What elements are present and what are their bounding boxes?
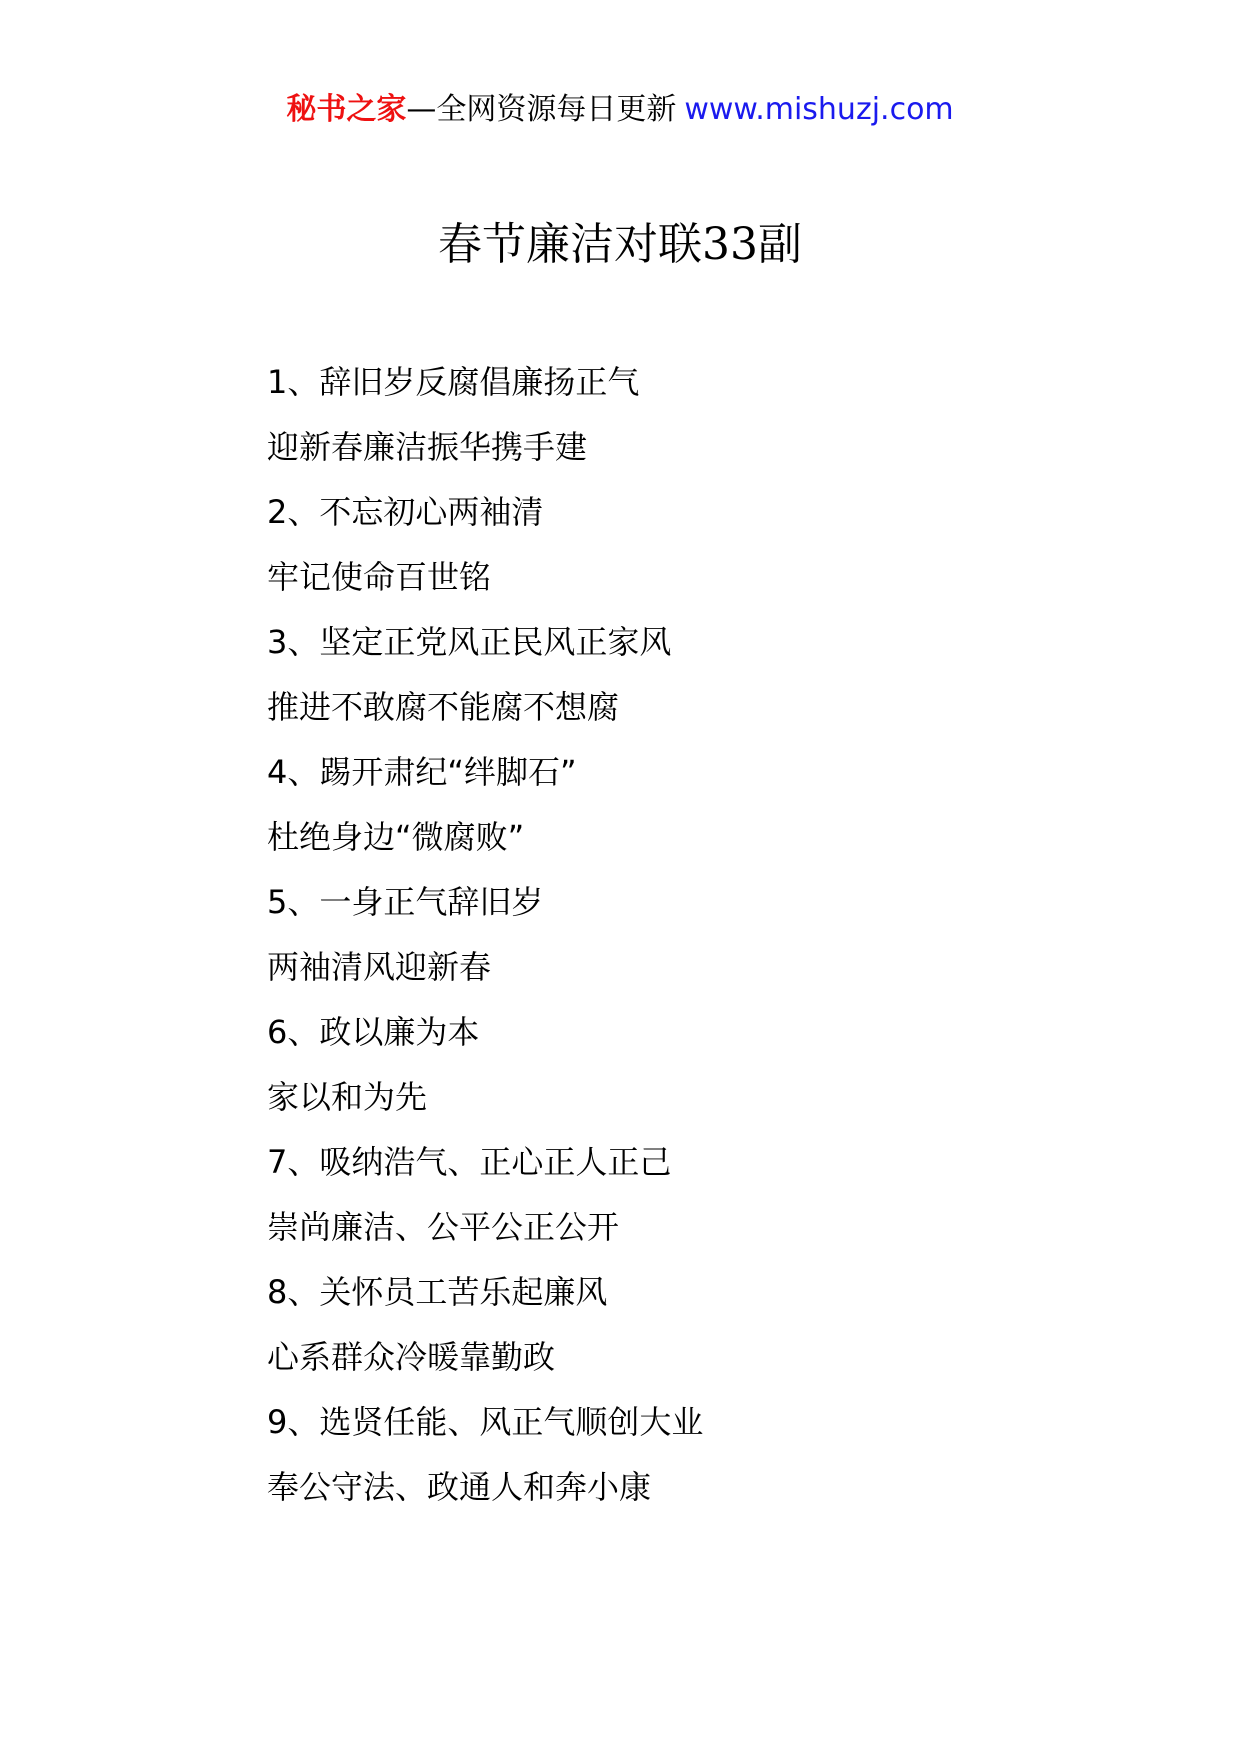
couplet-item (267, 1000, 1167, 1130)
couplet-first-line: 3、坚定正党风正民风正家风 (267, 623, 672, 661)
couplet-item (267, 350, 1167, 480)
couplet-first-line: 4、踢开肃纪“绊脚石” (267, 753, 577, 791)
site-header (0, 88, 1240, 132)
site-url-link[interactable]: www.mishuzj.com (684, 92, 954, 127)
couplet-first-line: 7、吸纳浩气、正心正人正己 (267, 1143, 672, 1181)
couplet-item (267, 610, 1167, 740)
couplet-list (267, 350, 1167, 1520)
couplet-second-line: 推进不敢腐不能腐不想腐 (267, 688, 620, 726)
couplet-item (267, 870, 1167, 1000)
header-tagline: —全网资源每日更新 (406, 92, 677, 127)
couplet-item (267, 480, 1167, 610)
couplet-second-line: 杜绝身边“微腐败” (267, 818, 525, 856)
couplet-first-line: 6、政以廉为本 (267, 1013, 480, 1051)
couplet-first-line: 2、不忘初心两袖清 (267, 493, 544, 531)
couplet-first-line: 1、辞旧岁反腐倡廉扬正气 (267, 363, 640, 401)
couplet-item (267, 740, 1167, 870)
couplet-second-line: 奉公守法、政通人和奔小康 (267, 1468, 652, 1506)
couplet-second-line: 牢记使命百世铭 (267, 558, 492, 596)
brand-name: 秘书之家 (286, 92, 407, 127)
couplet-second-line: 家以和为先 (267, 1078, 428, 1116)
couplet-first-line: 8、关怀员工苦乐起廉风 (267, 1273, 608, 1311)
couplet-second-line: 心系群众冷暖靠勤政 (267, 1338, 556, 1376)
couplet-second-line: 两袖清风迎新春 (267, 948, 492, 986)
couplet-item (267, 1130, 1167, 1260)
couplet-first-line: 9、选贤任能、风正气顺创大业 (267, 1403, 704, 1441)
document-title: 春节廉洁对联33副 (438, 219, 802, 270)
couplet-item (267, 1390, 1167, 1520)
couplet-first-line: 5、一身正气辞旧岁 (267, 883, 544, 921)
couplet-item (267, 1260, 1167, 1390)
couplet-second-line: 迎新春廉洁振华携手建 (267, 428, 588, 466)
couplet-second-line: 崇尚廉洁、公平公正公开 (267, 1208, 620, 1246)
